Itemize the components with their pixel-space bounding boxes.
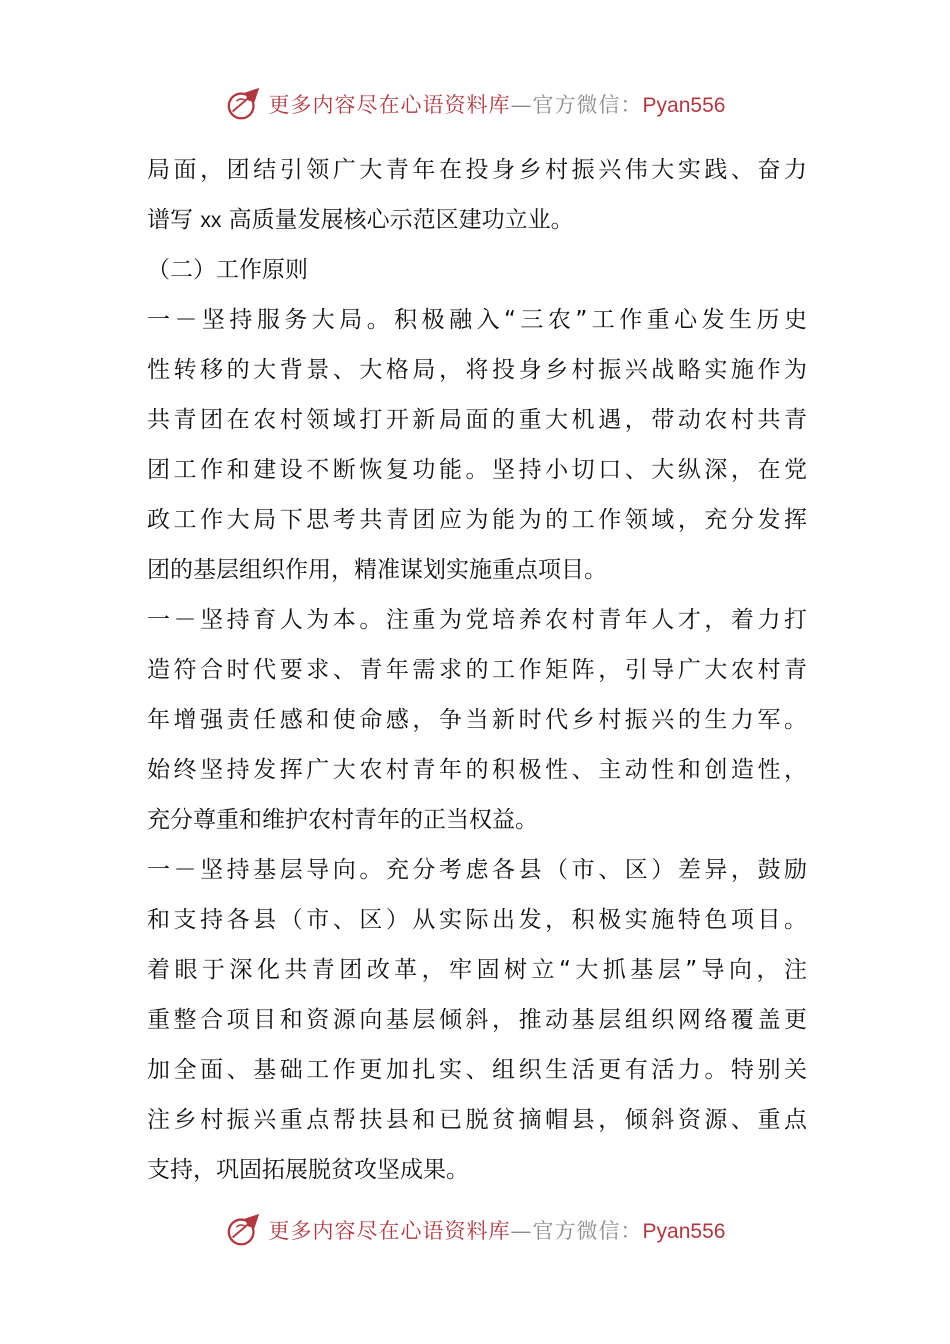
watermark-site-name: 更多内容尽在心语资料库 xyxy=(268,93,511,117)
paragraph-line: 始终坚持发挥广大农村青年的积极性、主动性和创造性， xyxy=(147,757,807,783)
paragraph-line: 一－坚持育人为本。注重为党培养农村青年人才，着力打 xyxy=(147,607,807,633)
pen-logo-icon xyxy=(225,1211,263,1249)
section-heading: （二）工作原则 xyxy=(147,257,308,283)
paragraph-line: 和支持各县（市、区）从实际出发，积极实施特色项目。 xyxy=(147,907,807,933)
paragraph-line: 年增强责任感和使命感，争当新时代乡村振兴的生力军。 xyxy=(147,707,807,733)
paragraph-line: 性转移的大背景、大格局，将投身乡村振兴战略实施作为 xyxy=(147,357,807,383)
watermark-site-name: 更多内容尽在心语资料库 xyxy=(268,1219,511,1243)
watermark-wechat-id: Pyan556 xyxy=(642,94,726,117)
paragraph-line: 造符合时代要求、青年需求的工作矩阵，引导广大农村青 xyxy=(147,657,807,683)
text-span: 高质量发展核心示范区建功立业。 xyxy=(228,207,574,233)
watermark-official-label: 官方微信： xyxy=(532,1219,643,1243)
paragraph-line: 注乡村振兴重点帮扶县和已脱贫摘帽县，倾斜资源、重点 xyxy=(147,1107,807,1133)
watermark-dash: — xyxy=(510,93,533,117)
paragraph-line: 团工作和建设不断恢复功能。坚持小切口、大纵深，在党 xyxy=(147,457,807,483)
watermark-text xyxy=(269,89,726,119)
document-body xyxy=(147,145,807,1195)
paragraph-line: 重整合项目和资源向基层倾斜，推动基层组织网络覆盖更 xyxy=(147,1007,807,1033)
text-span-latin: xx xyxy=(200,209,222,232)
footer-watermark xyxy=(0,1208,950,1252)
paragraph-line: 支持，巩固拓展脱贫攻坚成果。 xyxy=(147,1157,469,1183)
paragraph-line: 团的基层组织作用，精准谋划实施重点项目。 xyxy=(147,557,607,583)
text-span: 谱写 xyxy=(147,207,193,233)
paragraph-line: 共青团在农村领域打开新局面的重大机遇，带动农村共青 xyxy=(147,407,807,433)
watermark-dash: — xyxy=(510,1219,533,1243)
watermark-text xyxy=(269,1215,726,1245)
paragraph-line: 局面，团结引领广大青年在投身乡村振兴伟大实践、奋力 xyxy=(147,157,807,183)
header-watermark xyxy=(0,82,950,126)
paragraph-line: 一－坚持基层导向。充分考虑各县（市、区）差异，鼓励 xyxy=(147,857,807,883)
paragraph-line: 政工作大局下思考共青团应为能为的工作领域，充分发挥 xyxy=(147,507,807,533)
paragraph-line xyxy=(147,195,807,245)
pen-logo-icon xyxy=(225,85,263,123)
paragraph-line: 加全面、基础工作更加扎实、组织生活更有活力。特别关 xyxy=(147,1057,807,1083)
watermark-official-label: 官方微信： xyxy=(532,93,643,117)
paragraph-line: 着眼于深化共青团改革，牢固树立“大抓基层”导向，注 xyxy=(147,957,807,983)
paragraph-line: 一－坚持服务大局。积极融入“三农”工作重心发生历史 xyxy=(147,307,807,333)
watermark-wechat-id: Pyan556 xyxy=(642,1220,726,1243)
paragraph-line: 充分尊重和维护农村青年的正当权益。 xyxy=(147,807,538,833)
